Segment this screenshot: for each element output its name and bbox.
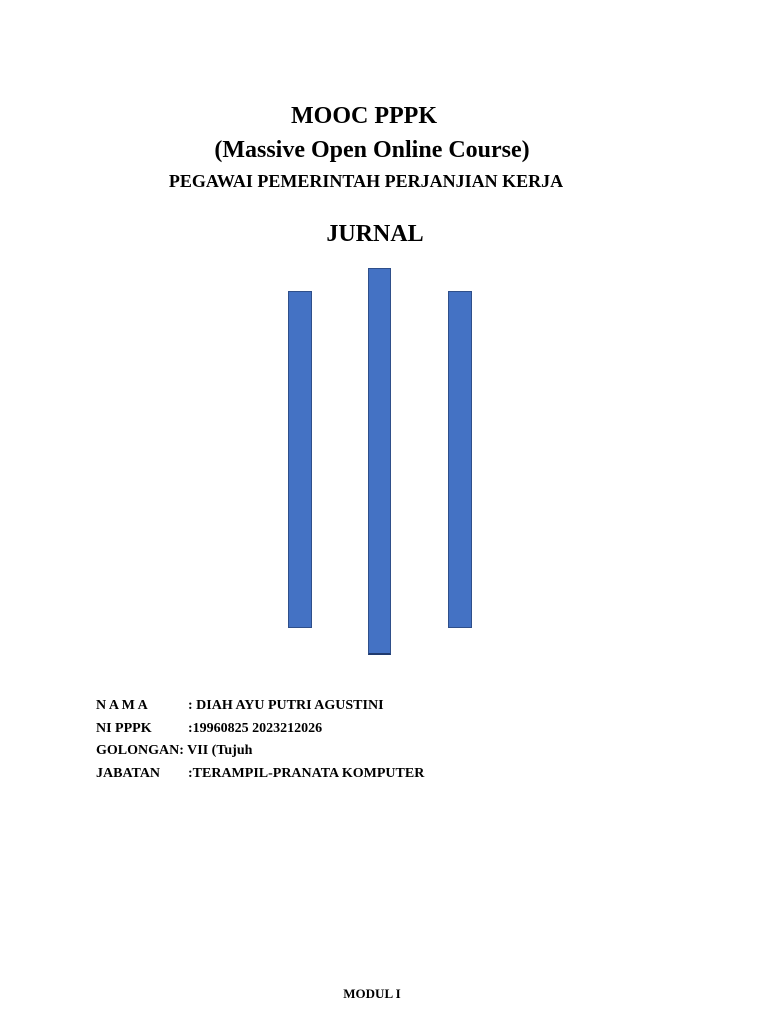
page-title: MOOC PPPK [291, 103, 437, 129]
nipppk-label: NI PPPK [96, 720, 152, 736]
golongan-value: : VII (Tujuh [179, 743, 253, 758]
jabatan-value: :TERAMPIL-PRANATA KOMPUTER [188, 765, 425, 781]
info-row-nipppk [96, 718, 424, 741]
golongan-label: GOLONGAN [96, 743, 180, 758]
module-footer: MODUL I [343, 986, 401, 1001]
info-row-nama [96, 695, 424, 718]
document-type-heading: JURNAL [326, 221, 424, 247]
nipppk-value: :19960825 2023212026 [188, 720, 323, 736]
info-row-jabatan [96, 763, 424, 786]
jabatan-label: JABATAN [96, 765, 161, 781]
decorative-bar-right [448, 291, 472, 628]
identity-block [96, 695, 424, 785]
decorative-bar-center [368, 268, 391, 655]
info-row-golongan [96, 740, 424, 763]
organization-heading: PEGAWAI PEMERINTAH PERJANJIAN KERJA [168, 171, 564, 191]
nama-label: N A M A [96, 698, 148, 713]
nama-value: : DIAH AYU PUTRI AGUSTINI [188, 698, 384, 713]
decorative-bar-left [288, 291, 312, 628]
page-subtitle: (Massive Open Online Course) [214, 137, 530, 163]
